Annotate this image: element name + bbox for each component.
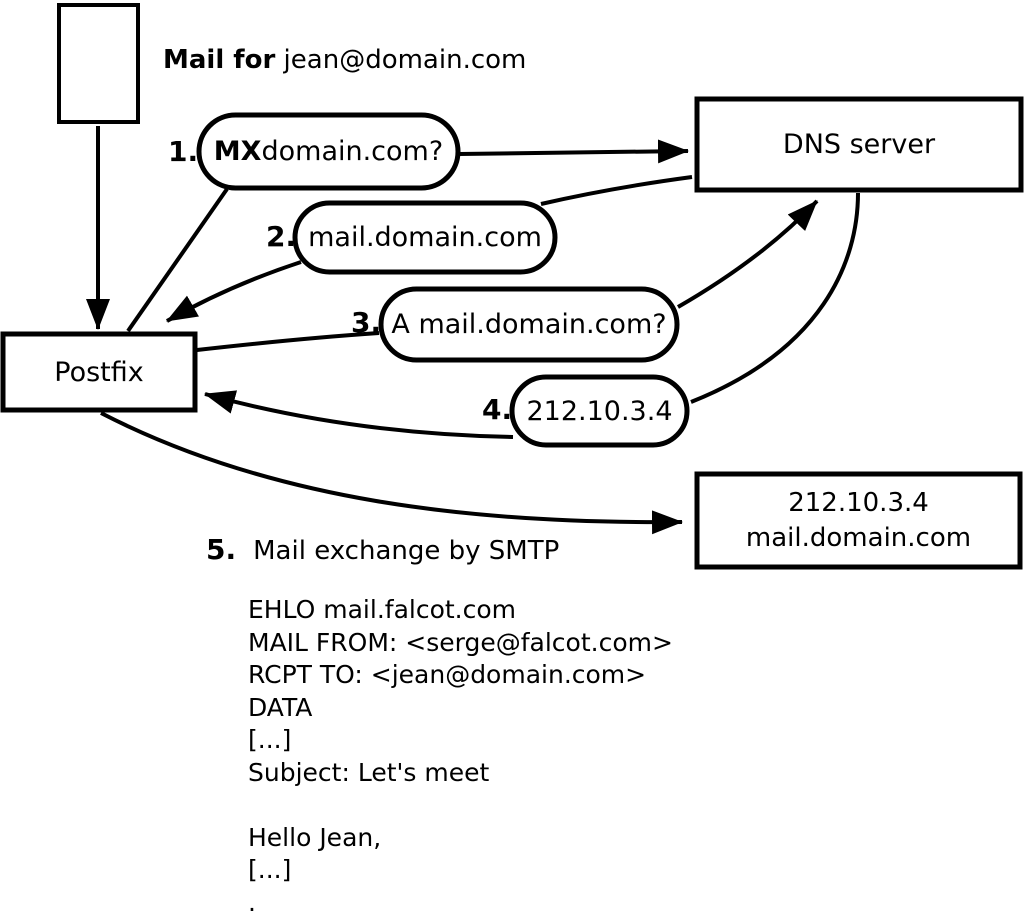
line-dns-to-a-answer xyxy=(691,193,858,402)
dns-server-label: DNS server xyxy=(782,129,936,160)
arrow-mx-query-to-dns xyxy=(459,151,688,154)
step-5-text: Mail exchange by SMTP xyxy=(253,536,560,566)
arrow-mx-answer-to-postfix xyxy=(167,262,301,321)
smtp-line-blank xyxy=(248,789,673,822)
smtp-line-data: DATA xyxy=(248,692,313,722)
step-number-4: 4. xyxy=(482,393,513,426)
line-dns-to-mx-answer xyxy=(541,177,692,204)
pill-a-answer-label xyxy=(512,377,687,445)
postfix-label: Postfix xyxy=(54,356,144,388)
arrow-a-answer-to-postfix xyxy=(205,394,513,437)
smtp-line-ellipsis-1: [...] xyxy=(248,725,292,754)
step-number-1: 1. xyxy=(168,135,199,168)
envelope-shape xyxy=(59,5,138,122)
smtp-line-rcpt-to: RCPT TO: <jean@domain.com> xyxy=(248,660,647,689)
smtp-line-mail-from: MAIL FROM: <serge@falcot.com> xyxy=(248,627,673,657)
pill-a-answer-text: 212.10.3.4 xyxy=(526,395,673,427)
pill-mx-query-label xyxy=(199,115,458,188)
smtp-line-ehlo: EHLO mail.falcot.com xyxy=(248,595,517,624)
mail-for-annotation-address: jean@domain.com xyxy=(275,45,527,75)
step-number-3: 3. xyxy=(351,306,382,339)
step-5-caption xyxy=(206,533,559,566)
pill-mx-query-text: domain.com? xyxy=(261,136,444,167)
smtp-line-hello: Hello Jean, xyxy=(248,822,382,852)
smtp-session-transcript xyxy=(248,594,673,919)
mailserver-label xyxy=(697,474,1020,567)
pill-a-query-label xyxy=(381,289,677,360)
smtp-line-subject: Subject: Let's meet xyxy=(248,757,490,787)
step-number-2: 2. xyxy=(266,220,297,253)
pill-a-query-text: A mail.domain.com? xyxy=(391,309,667,340)
arrow-a-query-to-dns xyxy=(678,201,817,307)
mail-for-annotation xyxy=(163,45,526,75)
pill-mx-query-record-type: MX xyxy=(213,136,262,167)
line-postfix-to-mx-query xyxy=(128,189,227,331)
mail-for-annotation-bold: Mail for xyxy=(163,45,276,75)
smtp-line-end-dot: . xyxy=(248,887,256,917)
mailserver-host: mail.domain.com xyxy=(745,522,972,553)
step-number-5: 5. xyxy=(206,533,237,566)
mailserver-ip: 212.10.3.4 xyxy=(788,487,929,518)
pill-mx-answer-label xyxy=(295,203,555,272)
smtp-line-ellipsis-2: [...] xyxy=(248,855,292,884)
pill-mx-answer-text: mail.domain.com xyxy=(308,222,542,253)
